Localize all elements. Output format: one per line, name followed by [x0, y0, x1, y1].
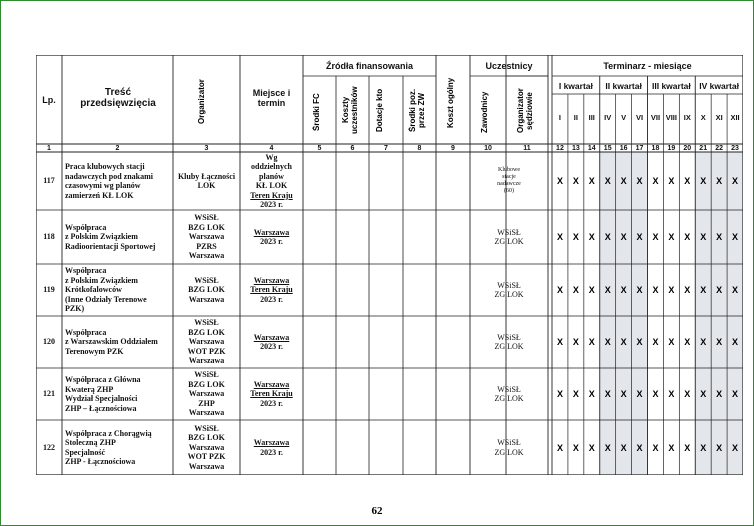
row-miejsce: [240, 228, 303, 247]
header-month-3: III: [588, 113, 595, 122]
month-mark: X: [700, 337, 707, 347]
month-mark: X: [636, 442, 643, 453]
month-mark: X: [716, 232, 723, 242]
month-mark: X: [700, 232, 707, 242]
row-miejsce: [240, 153, 303, 210]
column-number-19: 19: [667, 145, 676, 152]
month-mark: X: [636, 389, 643, 399]
month-mark: X: [620, 442, 627, 453]
column-number-1: 1: [47, 145, 51, 152]
miejsce-place: Teren Kraju: [250, 285, 293, 295]
page-number: 62: [371, 505, 383, 517]
row-tresc: Współpraca z Polskim Związkiem Radioorientacji Sportowej: [65, 222, 156, 251]
row-lp: 118: [43, 232, 55, 241]
header-organizator: Organizator: [197, 79, 206, 125]
miejsce-year: 2023 r.: [260, 398, 283, 408]
month-mark: X: [620, 285, 627, 295]
miejsce-year: 2023 r.: [260, 342, 283, 351]
month-mark: X: [572, 337, 579, 347]
month-mark: X: [572, 389, 579, 399]
miejsce-place: Teren Kraju: [250, 190, 293, 200]
month-mark: X: [636, 176, 643, 186]
month-mark: X: [556, 232, 563, 242]
column-number-23: 23: [731, 145, 739, 152]
row-lp: 117: [43, 176, 55, 185]
header-organizator-sedziowie: Organizator sędziowie: [516, 88, 534, 134]
header-quarter-4: IV kwartał: [699, 81, 739, 91]
header-month-5: V: [621, 113, 627, 122]
miejsce-year: 2023 r.: [260, 237, 283, 246]
row-miejsce: [240, 438, 303, 457]
miejsce-year: 2023 r.: [260, 294, 283, 304]
miejsce-place: Warszawa: [253, 379, 290, 389]
month-mark: X: [716, 285, 723, 295]
miejsce-line: Wg: [265, 152, 278, 162]
schedule-table: [36, 55, 743, 475]
header-miejsce: Miejsce i termin: [252, 88, 291, 108]
header-month-6: VI: [635, 113, 644, 122]
header-uczestnicy: Uczestnicy: [485, 61, 533, 71]
month-mark: X: [684, 232, 691, 242]
month-mark: X: [604, 285, 611, 295]
column-number-11: 11: [523, 145, 531, 152]
header-lp: Lp.: [42, 95, 56, 105]
header-srodki-zw: Środki poz. przez ZW: [408, 88, 426, 132]
column-number-20: 20: [683, 145, 692, 152]
column-number-18: 18: [651, 145, 660, 152]
column-number-22: 22: [715, 145, 723, 152]
month-mark: X: [620, 337, 627, 347]
month-mark: X: [604, 442, 611, 453]
header-quarter-1: I kwartał: [558, 81, 593, 91]
miejsce-year: 2023 r.: [260, 447, 283, 457]
column-number-13: 13: [571, 145, 580, 152]
month-mark: X: [556, 442, 563, 453]
month-mark: X: [652, 285, 659, 295]
row-miejsce: [240, 380, 303, 409]
month-mark: X: [652, 442, 659, 453]
month-mark: X: [700, 389, 707, 399]
row-tresc: Współpraca z Polskim Związkiem Krótkofalowców (Inne Odziały Terenowe PZK): [65, 266, 147, 314]
month-mark: X: [732, 232, 739, 242]
row-zawodnicy: WSiSŁ ZG LOK: [494, 280, 524, 299]
row-zawodnicy: Klubowe stacje nadawcze (60): [497, 167, 521, 194]
month-mark: X: [652, 176, 659, 186]
month-mark: X: [652, 232, 659, 242]
month-mark: X: [668, 442, 675, 453]
month-mark: X: [556, 389, 563, 399]
row-tresc: Współpraca z Warszawskim Oddziałem Terenowym PZK: [65, 327, 158, 356]
row-zawodnicy: WSiSŁ ZG LOK: [494, 438, 524, 457]
month-mark: X: [732, 285, 739, 295]
column-number-5: 5: [317, 145, 322, 152]
miejsce-place: Warszawa: [253, 438, 290, 447]
header-month-1: I: [558, 113, 561, 122]
header-zawodnicy: Zawodnicy: [480, 91, 489, 133]
month-mark: X: [620, 176, 627, 186]
month-mark: X: [556, 285, 563, 295]
column-number-10: 10: [484, 145, 492, 152]
month-mark: X: [732, 337, 739, 347]
miejsce-place: Teren Kraju: [250, 389, 293, 399]
month-mark: X: [572, 442, 579, 453]
month-mark: X: [588, 285, 595, 295]
column-number-7: 7: [384, 145, 388, 152]
row-lp: 119: [43, 285, 55, 294]
row-miejsce: [240, 276, 303, 305]
header-month-7: VII: [650, 113, 661, 122]
month-mark: X: [684, 442, 691, 453]
header-month-10: X: [700, 113, 706, 122]
column-number-21: 21: [699, 145, 708, 152]
month-mark: X: [716, 337, 723, 347]
month-mark: X: [652, 337, 659, 347]
row-organizator: WSiSŁ BZG LOK Warszawa ZHP Warszawa: [188, 370, 225, 418]
month-mark: X: [636, 285, 643, 295]
row-zawodnicy: WSiSŁ ZG LOK: [494, 332, 524, 351]
month-mark: X: [700, 442, 707, 453]
month-mark: X: [732, 176, 739, 186]
month-mark: X: [700, 176, 707, 186]
month-mark: X: [556, 176, 563, 186]
month-mark: X: [588, 442, 595, 453]
header-month-2: II: [573, 113, 578, 122]
header-koszt-ogolny: Koszt ogólny: [446, 77, 455, 128]
header-terminarz: Terminarz - miesiące: [603, 61, 692, 71]
month-mark: X: [684, 176, 691, 186]
month-mark: X: [668, 285, 675, 295]
row-lp: 122: [43, 442, 55, 452]
header-month-11: XI: [715, 113, 723, 122]
column-number-8: 8: [417, 145, 422, 152]
miejsce-year: 2023 r.: [260, 200, 283, 209]
month-mark: X: [636, 337, 643, 347]
row-organizator: WSiSŁ BZG LOK Warszawa WOT PZK Warszawa: [187, 423, 226, 471]
month-mark: X: [588, 389, 595, 399]
row-organizator: Kluby Łączności LOK: [177, 171, 236, 190]
column-number-14: 14: [587, 145, 596, 152]
header-month-9: IX: [683, 113, 691, 122]
header-month-12: XII: [730, 113, 740, 122]
month-mark: X: [716, 442, 723, 453]
month-mark: X: [604, 232, 611, 242]
row-lp: 120: [43, 337, 55, 346]
column-number-6: 6: [350, 145, 355, 152]
row-tresc: Współpraca z Chorągwią Stoleczną ZHP Specjalność ZHP - Łącznościowa: [65, 428, 152, 466]
miejsce-place: Warszawa: [253, 275, 290, 285]
month-mark: X: [604, 389, 611, 399]
month-mark: X: [684, 337, 691, 347]
row-tresc: Współpraca z Główna Kwaterą ZHP Wydział Specjalności ZHP – Łącznościowa: [65, 375, 141, 413]
month-mark: X: [556, 337, 563, 347]
column-number-4: 4: [269, 145, 274, 152]
month-mark: X: [684, 389, 691, 399]
row-miejsce: [240, 333, 303, 352]
miejsce-line: oddzielnych: [251, 162, 292, 171]
month-mark: X: [588, 176, 595, 186]
month-mark: X: [588, 337, 595, 347]
month-mark: X: [604, 337, 611, 347]
header-quarter-3: III kwartał: [652, 81, 691, 91]
row-tresc: Praca klubowych stacji nadawczych pod znakami czasowymi wg planów zamierzeń KŁ LOK: [65, 162, 154, 200]
header-tresc: Treść przedsięwzięcia: [80, 87, 156, 109]
month-mark: X: [620, 232, 627, 242]
miejsce-place: Warszawa: [253, 227, 290, 237]
column-number-15: 15: [603, 145, 612, 152]
column-number-3: 3: [204, 145, 209, 152]
column-number-2: 2: [115, 145, 120, 152]
month-mark: X: [668, 337, 675, 347]
month-mark: X: [668, 389, 675, 399]
month-mark: X: [668, 176, 675, 186]
month-mark: X: [732, 389, 739, 399]
month-mark: X: [588, 232, 595, 242]
miejsce-place: Warszawa: [253, 332, 290, 342]
row-zawodnicy: WSiSŁ ZG LOK: [494, 227, 524, 246]
header-quarter-2: II kwartał: [605, 81, 642, 91]
month-mark: X: [716, 176, 723, 186]
month-mark: X: [572, 232, 579, 242]
month-mark: X: [572, 285, 579, 295]
header-dotacje: Dotacje kto: [375, 88, 384, 132]
column-number-16: 16: [619, 145, 628, 152]
month-mark: X: [716, 389, 723, 399]
month-mark: X: [652, 389, 659, 399]
column-number-9: 9: [451, 145, 455, 152]
miejsce-line: planów: [259, 171, 284, 181]
month-mark: X: [572, 176, 579, 186]
row-organizator: WSiSŁ BZG LOK Warszawa PZRS Warszawa: [188, 213, 225, 261]
row-lp: 121: [43, 389, 55, 398]
row-organizator: WSiSŁ BZG LOK Warszawa WOT PZK Warszawa: [187, 318, 226, 366]
month-mark: X: [636, 232, 643, 242]
month-mark: X: [700, 285, 707, 295]
miejsce-line: KŁ LOK: [255, 181, 288, 190]
row-zawodnicy: WSiSŁ ZG LOK: [494, 384, 524, 403]
header-koszty: Koszty uczestników: [341, 86, 359, 134]
month-mark: X: [732, 442, 739, 453]
month-mark: X: [668, 232, 675, 242]
month-mark: X: [604, 176, 611, 186]
month-mark: X: [620, 389, 627, 399]
header-srodki-fc: Środki FC: [312, 93, 321, 132]
column-number-17: 17: [635, 145, 644, 152]
row-organizator: WSiSŁ BZG LOK Warszawa: [188, 275, 225, 304]
column-number-12: 12: [556, 145, 564, 152]
header-month-8: VIII: [665, 113, 677, 122]
header-month-4: IV: [604, 113, 612, 122]
header-zrodla: Źródła finansowania: [325, 61, 413, 71]
month-mark: X: [684, 285, 691, 295]
